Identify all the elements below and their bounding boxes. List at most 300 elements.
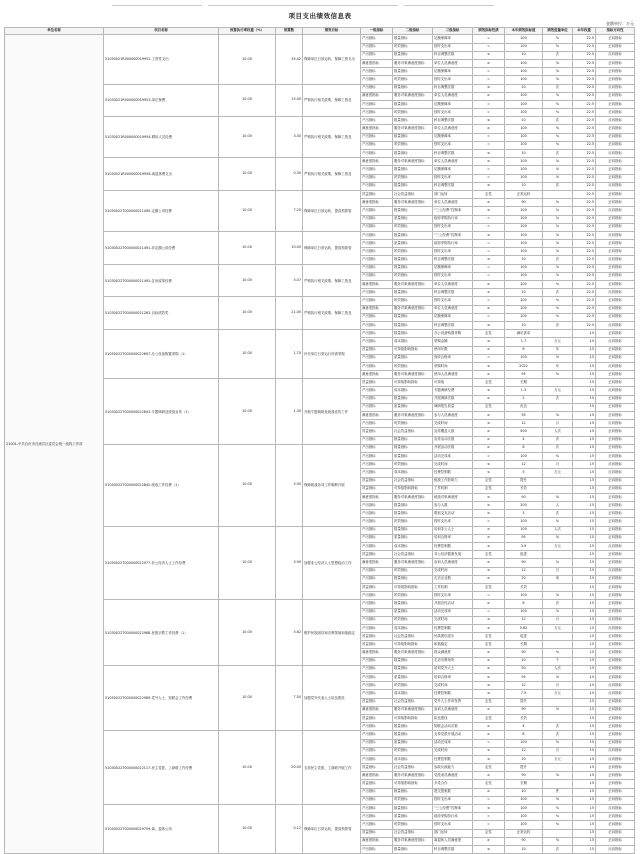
cell-weight: 15 <box>573 665 596 673</box>
cell-level1: 产出指标 <box>361 755 393 763</box>
cell-weight: 22.5 <box>573 223 596 231</box>
cell-weight: 22.5 <box>573 150 596 158</box>
cell-direction: 正向指标 <box>596 723 635 731</box>
cell-level3: 培训非公人士 <box>433 526 473 534</box>
cell-level2: 数量指标 <box>393 805 433 813</box>
cell-direction: 正向指标 <box>596 583 635 591</box>
cell-direction: 正向指标 <box>596 452 635 460</box>
cell-level2: 时效指标 <box>393 796 433 804</box>
cell-target-value: 10 <box>505 256 543 264</box>
cell-level1: 产出指标 <box>361 813 393 821</box>
cell-weight: 15 <box>573 534 596 542</box>
cell-measure-unit: 人次 <box>543 665 573 673</box>
cell-weight: 15 <box>573 485 596 493</box>
cell-target-value: 95 <box>505 674 543 682</box>
cell-direction: 正向指标 <box>596 403 635 411</box>
cell-nature: = <box>473 592 505 600</box>
cell-level1: 产出指标 <box>361 657 393 665</box>
cell-weight: 22.5 <box>573 272 596 280</box>
cell-level3: 队伍建设 <box>433 714 473 722</box>
cell-target-value: 90 <box>505 772 543 780</box>
cell-direction: 反向指标 <box>596 616 635 624</box>
cell-measure-unit: 次 <box>543 117 573 125</box>
cell-measure-unit <box>543 485 573 493</box>
cell-level3: 调研报告质量 <box>433 403 473 411</box>
cell-level1: 产出指标 <box>361 788 393 796</box>
cell-level1: 产出指标 <box>361 150 393 158</box>
cell-direction: 正向指标 <box>596 354 635 362</box>
cell-exec-weight: 10.00 <box>219 297 276 330</box>
cell-level1: 满意度指标 <box>361 199 393 207</box>
cell-level2: 质量指标 <box>393 813 433 821</box>
cell-level3: 专题调研经费 <box>433 387 473 395</box>
cell-level2: 数量指标 <box>393 444 433 452</box>
cell-level1: 产出指标 <box>361 534 393 542</box>
cell-nature: = <box>473 43 505 51</box>
cell-nature: = <box>473 452 505 460</box>
cell-measure-unit: % <box>543 92 573 100</box>
cell-measure-unit: 万元 <box>543 690 573 698</box>
cell-level1: 产出指标 <box>361 723 393 731</box>
cell-level3: 采购金额 <box>433 338 473 346</box>
cell-level3: 完成时间 <box>433 616 473 624</box>
cell-budget: 7.50 <box>276 665 303 731</box>
cell-target-value: 100 <box>505 452 543 460</box>
cell-level3: 足额保障率 <box>433 133 473 141</box>
cell-level1: 满意度指标 <box>361 305 393 313</box>
cell-measure-unit: % <box>543 100 573 108</box>
cell-direction: 正向指标 <box>596 379 635 387</box>
cell-direction: 正向指标 <box>596 674 635 682</box>
cell-measure-unit: % <box>543 272 573 280</box>
cell-exec-weight: 10.00 <box>219 231 276 264</box>
cell-target-value: 5 <box>505 469 543 477</box>
cell-direction: 正向指标 <box>596 305 635 313</box>
cell-level1: 产出指标 <box>361 796 393 804</box>
cell-nature: = <box>473 240 505 248</box>
cell-weight: 15 <box>573 502 596 510</box>
header-level3: 三级指标 <box>433 28 473 35</box>
cell-measure-unit <box>543 403 573 411</box>
cell-level1: 产出指标 <box>361 289 393 297</box>
cell-target-value: 100 <box>505 354 543 362</box>
cell-measure-unit: 件 <box>543 788 573 796</box>
cell-level2: 数量指标 <box>393 68 433 76</box>
cell-level3: 按时支出率 <box>433 592 473 600</box>
cell-budget: 5.07 <box>276 264 303 297</box>
cell-nature: ≤ <box>473 682 505 690</box>
cell-weight: 15 <box>573 788 596 796</box>
cell-exec-weight: 10.00 <box>219 35 276 84</box>
cell-budget: 15.00 <box>276 84 303 117</box>
cell-level3: 民族团结进步 <box>433 633 473 641</box>
cell-weight: 15 <box>573 649 596 657</box>
cell-target-value: 100 <box>505 207 543 215</box>
cell-level3: 单位人员满意度 <box>433 92 473 100</box>
cell-measure-unit: % <box>543 133 573 141</box>
cell-level2: 可持续影响指标 <box>393 714 433 722</box>
cell-weight: 15 <box>573 559 596 567</box>
cell-level2: 服务对象满意度指标 <box>393 559 433 567</box>
header-goal: 绩效目标 <box>303 28 361 35</box>
cell-target-value: 2 <box>505 395 543 403</box>
cell-goal: 严格执行相关政策，保障工资及 <box>303 117 361 158</box>
cell-direction: 正向指标 <box>596 125 635 133</box>
cell-budget: 21.00 <box>276 297 303 330</box>
cell-direction: 正向指标 <box>596 371 635 379</box>
cell-direction: 正向指标 <box>596 477 635 485</box>
cell-direction: 反向指标 <box>596 567 635 575</box>
cell-level3: 足额保障率 <box>433 313 473 321</box>
cell-level3: 单位人员满意度 <box>433 59 473 67</box>
cell-target-value: 100 <box>505 174 543 182</box>
cell-level3: 党派成员满意度 <box>433 772 473 780</box>
cell-level3: 科目调整次数 <box>433 182 473 190</box>
cell-measure-unit: 月 <box>543 420 573 428</box>
cell-level2: 社会效益指标 <box>393 829 433 837</box>
cell-direction: 正向指标 <box>596 575 635 583</box>
cell-nature: 定性 <box>473 698 505 706</box>
cell-exec-weight: 10.00 <box>219 379 276 445</box>
page-title: 项目支出绩效信息表 <box>288 12 352 20</box>
cell-direction: 正向指标 <box>596 199 635 207</box>
cell-direction: 正向指标 <box>596 821 635 829</box>
cell-target-value: 100 <box>505 305 543 313</box>
cell-goal: 保障统战各项工作顺利开展 <box>303 444 361 526</box>
cell-level1: 产出指标 <box>361 518 393 526</box>
cell-target-value: 10 <box>505 321 543 329</box>
cell-level1: 产出指标 <box>361 330 393 338</box>
cell-measure-unit: % <box>543 248 573 256</box>
cell-weight: 15 <box>573 436 596 444</box>
cell-direction: 正向指标 <box>596 592 635 600</box>
cell-level2: 数量指标 <box>393 600 433 608</box>
cell-level2: 数量指标 <box>393 51 433 59</box>
cell-level2: 数量指标 <box>393 231 433 239</box>
cell-level1: 效益指标 <box>361 714 393 722</box>
cell-weight: 15 <box>573 395 596 403</box>
cell-measure-unit: % <box>543 35 573 43</box>
cell-direction: 正向指标 <box>596 190 635 198</box>
cell-target-value: 95 <box>505 534 543 542</box>
cell-level3: 联谊交友活动 <box>433 510 473 518</box>
cell-level3: “三公经费”控制率 <box>433 805 473 813</box>
cell-weight: 15 <box>573 772 596 780</box>
cell-level1: 产出指标 <box>361 444 393 452</box>
cell-project-name: 51030022T000000021491-非定额公用经费 <box>104 231 219 264</box>
cell-measure-unit <box>543 583 573 591</box>
cell-level2: 成本指标 <box>393 543 433 551</box>
header-direction: 指标方向性 <box>596 28 635 35</box>
cell-weight: 15 <box>573 493 596 501</box>
cell-level2: 成本指标 <box>393 387 433 395</box>
cell-level1: 满意度指标 <box>361 371 393 379</box>
cell-target-value: 100 <box>505 43 543 51</box>
cell-target-value: 100 <box>505 813 543 821</box>
cell-nature: 定性 <box>473 633 505 641</box>
cell-direction: 正向指标 <box>596 772 635 780</box>
cell-weight: 22.5 <box>573 190 596 198</box>
cell-level1: 产出指标 <box>361 240 393 248</box>
cell-level3: 统战工作影响力 <box>433 477 473 485</box>
cell-level3: 经费控制数 <box>433 469 473 477</box>
cell-nature: ≥ <box>473 600 505 608</box>
cell-level1: 产出指标 <box>361 321 393 329</box>
cell-nature: 定性 <box>473 190 505 198</box>
cell-level3: 科目调整次数 <box>433 150 473 158</box>
cell-nature: ≥ <box>473 649 505 657</box>
cell-nature: = <box>473 35 505 43</box>
cell-target-value: 100 <box>505 166 543 174</box>
cell-level1: 产出指标 <box>361 461 393 469</box>
cell-target-value: 8 <box>505 444 543 452</box>
cell-target-value: 10 <box>505 182 543 190</box>
cell-measure-unit: % <box>543 649 573 657</box>
cell-target-value: 1.3 <box>505 387 543 395</box>
cell-budget: 5.00 <box>276 444 303 526</box>
cell-nature: ≥ <box>473 837 505 845</box>
cell-level3: 单位人员满意度 <box>433 125 473 133</box>
cell-level2: 质量指标 <box>393 240 433 248</box>
cell-level3: 活动完成率 <box>433 608 473 616</box>
cell-level3: 验收合格率 <box>433 354 473 362</box>
cell-target-value: 提升 <box>505 764 543 772</box>
cell-measure-unit: 万元 <box>543 624 573 632</box>
cell-level2: 数量指标 <box>393 665 433 673</box>
cell-level1: 效益指标 <box>361 551 393 559</box>
cell-budget: 0.30 <box>276 158 303 191</box>
cell-budget: 0.12 <box>276 805 303 854</box>
cell-nature: 定性 <box>473 641 505 649</box>
cell-target-value: 正常运转 <box>505 190 543 198</box>
header-project-name: 项目名称 <box>104 28 219 35</box>
cell-weight: 22.5 <box>573 133 596 141</box>
cell-direction: 反向指标 <box>596 845 635 853</box>
cell-nature: ≥ <box>473 371 505 379</box>
cell-target-value: 促进 <box>505 633 543 641</box>
cell-level2: 服务对象满意度指标 <box>393 92 433 100</box>
cell-level1: 效益指标 <box>361 190 393 198</box>
cell-measure-unit <box>543 829 573 837</box>
cell-target-value: 10 <box>505 657 543 665</box>
cell-measure-unit: % <box>543 796 573 804</box>
cell-weight: 15 <box>573 764 596 772</box>
cell-level2: 数量指标 <box>393 264 433 272</box>
cell-level3: 完成时间 <box>433 567 473 575</box>
cell-measure-unit: 万元 <box>543 338 573 346</box>
cell-level3: 经费控制数 <box>433 755 473 763</box>
cell-level1: 效益指标 <box>361 428 393 436</box>
cell-nature: ≤ <box>473 256 505 264</box>
cell-target-value: 100 <box>505 215 543 223</box>
cell-level1: 产出指标 <box>361 452 393 460</box>
cell-nature: ≥ <box>473 657 505 665</box>
cell-level3: 足额保障率 <box>433 35 473 43</box>
cell-target-value: 100 <box>505 248 543 256</box>
cell-level3: 政府采购执行率 <box>433 240 473 248</box>
cell-level2: 数量指标 <box>393 133 433 141</box>
cell-weight: 15 <box>573 371 596 379</box>
cell-measure-unit: 次 <box>543 182 573 190</box>
cell-measure-unit: 次 <box>543 444 573 452</box>
cell-weight: 15 <box>573 567 596 575</box>
cell-level3: 和谐稳定 <box>433 641 473 649</box>
cell-direction: 正向指标 <box>596 395 635 403</box>
cell-direction: 正向指标 <box>596 346 635 354</box>
table-header-row <box>5 28 635 35</box>
cell-level2: 社会效益指标 <box>393 428 433 436</box>
cell-weight: 15 <box>573 641 596 649</box>
cell-measure-unit: 家 <box>543 575 573 583</box>
cell-level3: 培训合格率 <box>433 534 473 542</box>
cell-level2: 数量指标 <box>393 207 433 215</box>
cell-level2: 数量指标 <box>393 502 433 510</box>
cell-level3: 科目调整次数 <box>433 51 473 59</box>
cell-level3: 可持续 <box>433 379 473 387</box>
performance-table <box>4 27 635 854</box>
cell-measure-unit <box>543 551 573 559</box>
cell-direction: 正向指标 <box>596 706 635 714</box>
cell-weight: 15 <box>573 755 596 763</box>
cell-level3: 政府采购执行率 <box>433 813 473 821</box>
cell-level2: 社会效益指标 <box>393 698 433 706</box>
cell-direction: 正向指标 <box>596 297 635 305</box>
cell-level1: 满意度指标 <box>361 125 393 133</box>
cell-nature: ≤ <box>473 690 505 698</box>
cell-target-value: 100 <box>505 297 543 305</box>
cell-measure-unit: 次 <box>543 256 573 264</box>
cell-level3: 参训人员满意度 <box>433 706 473 714</box>
cell-level3: 足额保障率 <box>433 166 473 174</box>
cell-direction: 正向指标 <box>596 59 635 67</box>
cell-target-value: 100 <box>505 223 543 231</box>
cell-nature: = <box>473 68 505 76</box>
cell-level2: 质量指标 <box>393 739 433 747</box>
cell-weight: 15 <box>573 805 596 813</box>
cell-level1: 产出指标 <box>361 51 393 59</box>
cell-weight: 15 <box>573 731 596 739</box>
cell-nature: ≥ <box>473 59 505 67</box>
cell-measure-unit: % <box>543 805 573 813</box>
cell-project-name: 51030022T000000022989-党外人士、知联会工作经费 <box>104 665 219 731</box>
cell-level2: 时效指标 <box>393 567 433 575</box>
cell-weight: 22.5 <box>573 141 596 149</box>
cell-level2: 服务对象满意度指标 <box>393 706 433 714</box>
cell-measure-unit: 次 <box>543 289 573 297</box>
cell-target-value: 100 <box>505 59 543 67</box>
cell-measure-unit: 次 <box>543 845 573 853</box>
cell-direction: 正向指标 <box>596 428 635 436</box>
cell-nature: 定性 <box>473 764 505 772</box>
cell-level1: 产出指标 <box>361 313 393 321</box>
cell-target-value: 100 <box>505 109 543 117</box>
cell-level2: 服务对象满意度指标 <box>393 371 433 379</box>
cell-measure-unit <box>543 190 573 198</box>
cell-exec-weight: 10.00 <box>219 190 276 231</box>
cell-target-value: 3.9 <box>505 543 543 551</box>
cell-level3: 足额保障率 <box>433 264 473 272</box>
cell-nature: = <box>473 133 505 141</box>
cell-level1: 效益指标 <box>361 641 393 649</box>
cell-weight: 15 <box>573 387 596 395</box>
cell-level1: 产出指标 <box>361 616 393 624</box>
cell-budget: 35.42 <box>276 35 303 84</box>
cell-level1: 产出指标 <box>361 436 393 444</box>
cell-measure-unit: 次 <box>543 150 573 158</box>
cell-level2: 时效指标 <box>393 461 433 469</box>
cell-level2: 成本指标 <box>393 469 433 477</box>
cell-nature: ≤ <box>473 387 505 395</box>
cell-exec-weight: 10.00 <box>219 264 276 297</box>
cell-level3: 开展调研次数 <box>433 395 473 403</box>
cell-nature: = <box>473 174 505 182</box>
cell-goal: 加强非公经济人士思想政治工作 <box>303 526 361 600</box>
cell-target-value: 提升 <box>505 698 543 706</box>
cell-level1: 产出指标 <box>361 338 393 346</box>
cell-weight: 15 <box>573 403 596 411</box>
cell-level1: 产出指标 <box>361 575 393 583</box>
header-level2: 二级指标 <box>393 28 433 35</box>
cell-level1: 产出指标 <box>361 223 393 231</box>
cell-nature: ≤ <box>473 845 505 853</box>
cell-target-value: 12 <box>505 420 543 428</box>
cell-target-value: 100 <box>505 240 543 248</box>
cell-level3: 群众满意度 <box>433 649 473 657</box>
cell-weight: 15 <box>573 714 596 722</box>
cell-budget: 10.00 <box>276 231 303 264</box>
cell-level1: 产出指标 <box>361 166 393 174</box>
cell-measure-unit: 月 <box>543 461 573 469</box>
cell-direction: 正向指标 <box>596 158 635 166</box>
cell-level1: 产出指标 <box>361 395 393 403</box>
cell-direction: 反向指标 <box>596 682 635 690</box>
cell-level1: 产出指标 <box>361 84 393 92</box>
cell-measure-unit: % <box>543 706 573 714</box>
cell-direction: 正向指标 <box>596 493 635 501</box>
cell-level3: 使用人员满意度 <box>433 371 473 379</box>
cell-nature: = <box>473 813 505 821</box>
cell-measure-unit: % <box>543 158 573 166</box>
cell-level2: 社会效益指标 <box>393 477 433 485</box>
cell-exec-weight: 10.00 <box>219 117 276 158</box>
cell-level3: 经费控制数 <box>433 543 473 551</box>
cell-level3: 开展宣传活动 <box>433 600 473 608</box>
cell-level1: 产出指标 <box>361 248 393 256</box>
cell-target-value: 100 <box>505 526 543 534</box>
cell-target-value: 满足需求 <box>505 330 543 338</box>
cell-level3: 工作机制 <box>433 583 473 591</box>
cell-direction: 正向指标 <box>596 174 635 182</box>
cell-level1: 产出指标 <box>361 272 393 280</box>
cell-level1: 产出指标 <box>361 592 393 600</box>
cell-nature: ≤ <box>473 51 505 59</box>
cell-level3: 按时支出率 <box>433 174 473 182</box>
cell-measure-unit: % <box>543 354 573 362</box>
cell-measure-unit: % <box>543 125 573 133</box>
cell-measure-unit: 次 <box>543 436 573 444</box>
cell-nature: ≥ <box>473 199 505 207</box>
cell-level1: 满意度指标 <box>361 837 393 845</box>
cell-level2: 时效指标 <box>393 821 433 829</box>
cell-weight: 15 <box>573 739 596 747</box>
cell-direction: 正向指标 <box>596 608 635 616</box>
cell-level1: 产出指标 <box>361 600 393 608</box>
cell-goal: 严格执行相关政策，保障工资及 <box>303 158 361 191</box>
cell-nature: ≥ <box>473 502 505 510</box>
cell-level3: 参训人员满意度 <box>433 559 473 567</box>
cell-target-value: 100 <box>505 68 543 76</box>
cell-measure-unit: % <box>543 297 573 305</box>
